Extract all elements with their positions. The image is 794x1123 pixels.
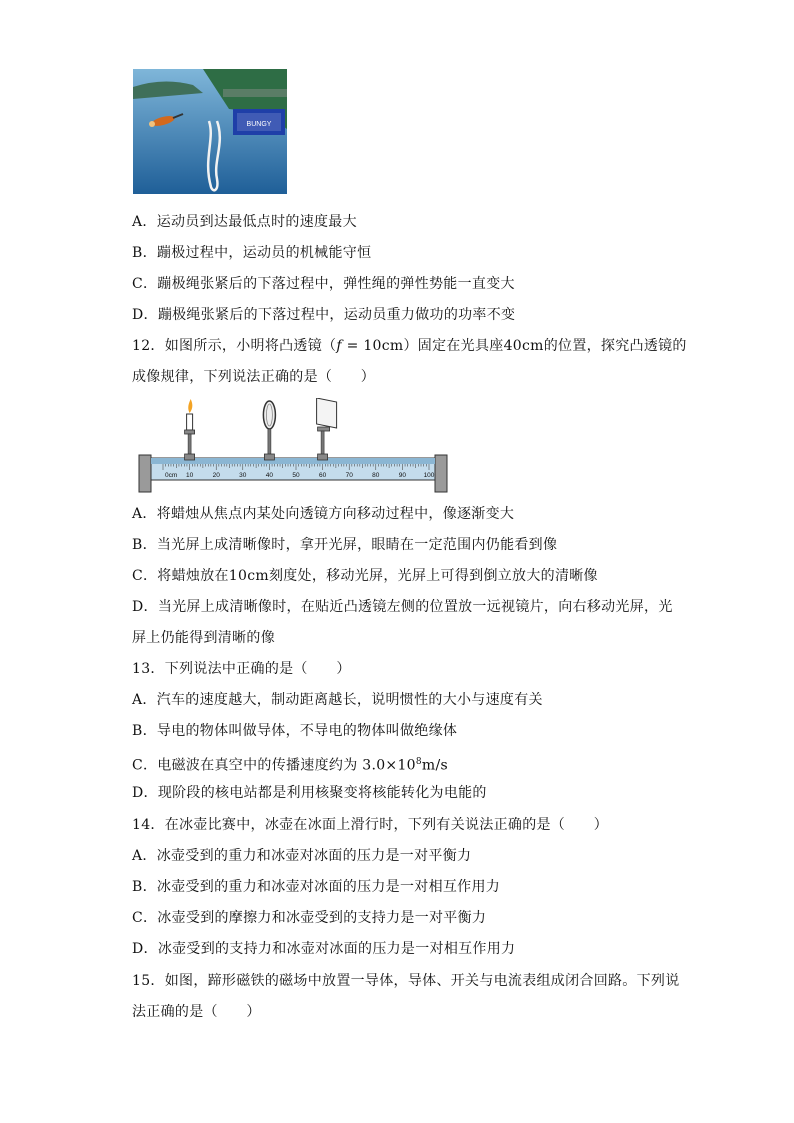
q11-option-b: B．蹦极过程中，运动员的机械能守恒	[132, 245, 372, 261]
q12-stem-pre: 12．如图所示，小明将凸透镜（	[132, 338, 337, 354]
q14-option-b: B．冰壶受到的重力和冰壶对冰面的压力是一对相互作用力	[132, 879, 501, 895]
convex-lens	[263, 401, 275, 460]
q13-stem: 13．下列说法中正确的是（ ）	[132, 661, 351, 677]
q12-option-d: D．当光屏上成清晰像时，在贴近凸透镜左侧的位置放一远视镜片，向右移动光屏，光	[132, 599, 673, 615]
q12-option-a: A．将蜡烛从焦点内某处向透镜方向移动过程中，像逐渐变大	[132, 506, 515, 522]
q12-option-d-line2: 屏上仍能得到清晰的像	[132, 630, 275, 646]
q12-stem-line1	[132, 336, 687, 356]
candle	[185, 399, 195, 460]
q12-option-b: B．当光屏上成清晰像时，拿开光屏，眼睛在一定范围内仍能看到像	[132, 537, 558, 553]
q14-option-c: C．冰壶受到的摩擦力和冰壶受到的支持力是一对平衡力	[132, 910, 487, 926]
q13-option-b: B．导电的物体叫做导体，不导电的物体叫做绝缘体	[132, 723, 458, 739]
q12-stem-line2: 成像规律，下列说法正确的是（ ）	[132, 369, 376, 385]
bench-tick-label: 40	[265, 472, 274, 479]
bungy-sign-text: BUNGY	[246, 121, 272, 128]
bench-tick-label: 70	[345, 472, 353, 479]
q12-option-c: C．将蜡烛放在10cm刻度处，移动光屏，光屏上可得到倒立放大的清晰像	[132, 568, 598, 584]
q11-option-c: C．蹦极绳张紧后的下落过程中，弹性绳的弹性势能一直变大	[132, 276, 515, 292]
bench-tick-label: 60	[318, 472, 327, 479]
q15-stem-line2: 法正确的是（ ）	[132, 1004, 261, 1020]
q14-option-d: D．冰壶受到的支持力和冰壶对冰面的压力是一对相互作用力	[132, 941, 516, 957]
q14-stem: 14．在冰壶比赛中，冰壶在冰面上滑行时，下列有关说法正确的是（ ）	[132, 817, 609, 833]
bungee-jump-photo	[133, 69, 287, 194]
q13-option-a: A．汽车的速度越大，制动距离越长，说明惯性的大小与速度有关	[132, 692, 543, 708]
bench-tick-label: 0cm	[165, 472, 178, 479]
bench-tick-label: 80	[372, 472, 380, 479]
q13-option-c-exponent: 8	[415, 757, 422, 767]
q13-option-c-unit: m/s	[421, 757, 448, 774]
light-screen	[317, 398, 337, 460]
bench-tick-label: 90	[398, 472, 407, 479]
bench-tick-label: 50	[292, 472, 300, 479]
q13-option-c-text: C．电磁波在真空中的传播速度约为 3.0×10	[132, 757, 416, 774]
q15-stem-line1: 15．如图，蹄形磁铁的磁场中放置一导体，导体、开关与电流表组成闭合回路。下列说	[132, 973, 680, 989]
q11-option-d: D．蹦极绳张紧后的下落过程中，运动员重力做功的功率不变	[132, 307, 516, 323]
bench-tick-label: 30	[239, 472, 247, 479]
focal-length-value: = 10cm	[341, 338, 404, 354]
focal-length-symbol: f	[336, 338, 342, 354]
bench-left-stand	[139, 455, 151, 492]
optical-bench-figure	[137, 398, 452, 495]
q13-option-d: D．现阶段的核电站都是利用核聚变将核能转化为电能的	[132, 785, 487, 801]
q12-stem-post: ）固定在光具座40cm的位置，探究凸透镜的	[403, 338, 687, 354]
candle-flame-icon	[188, 399, 192, 413]
bench-tick-label: 20	[212, 472, 220, 479]
bench-right-stand	[435, 455, 447, 492]
q11-option-a: A．运动员到达最低点时的速度最大	[132, 214, 357, 230]
bench-tick-label: 10	[185, 472, 194, 479]
q14-option-a: A．冰壶受到的重力和冰壶对冰面的压力是一对平衡力	[132, 848, 472, 864]
bench-tick-label: 100	[423, 472, 435, 479]
q13-option-c	[132, 752, 448, 776]
